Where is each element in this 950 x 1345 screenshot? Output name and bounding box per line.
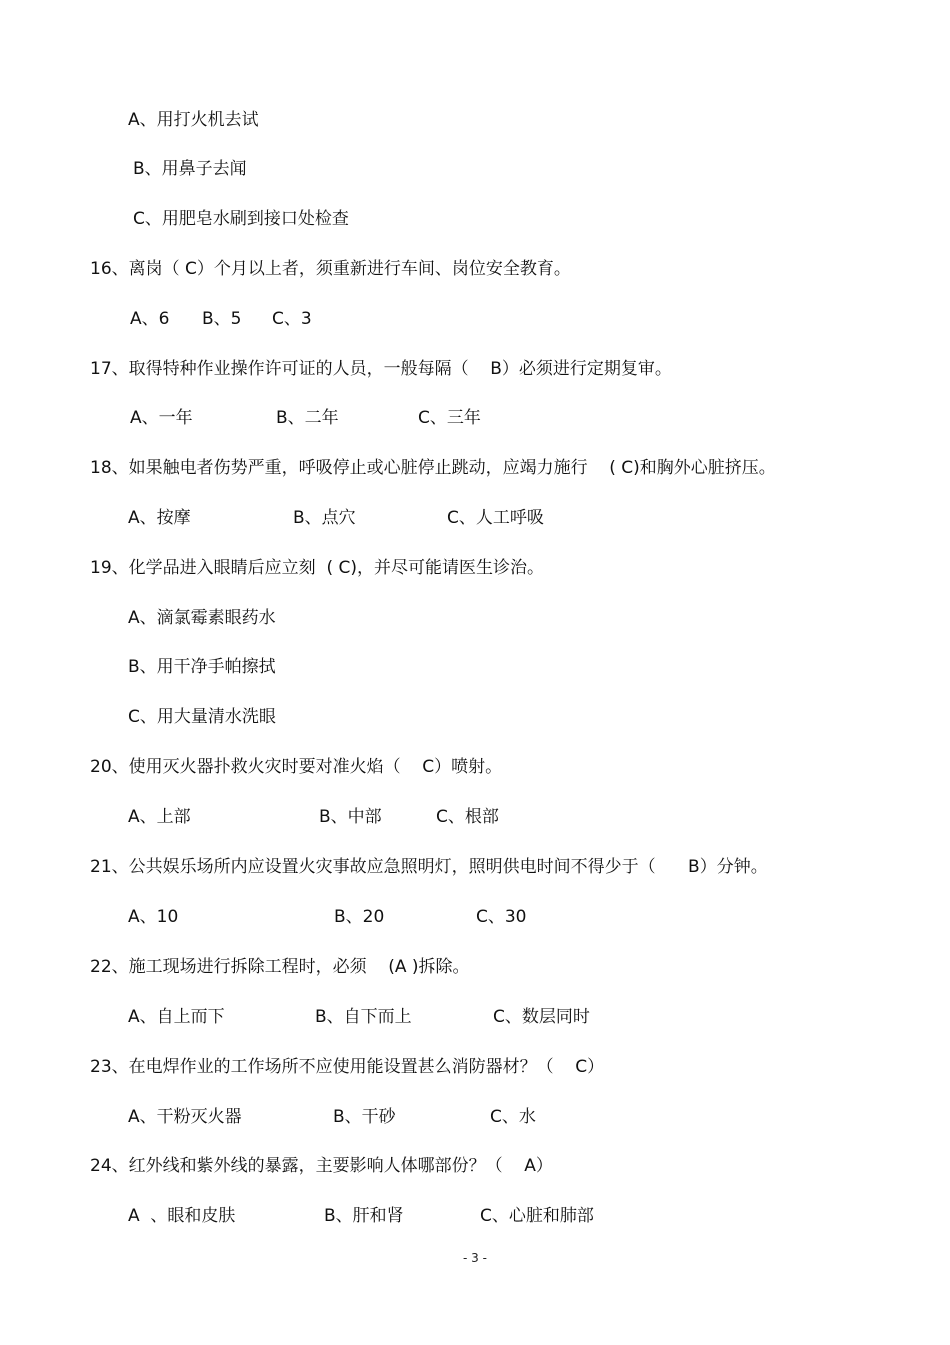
option-15-a: A、用打火机去试 (128, 110, 259, 130)
option-22-b: B、自下而上 (315, 1007, 412, 1027)
option-19-b: B、用干净手帕擦拭 (128, 657, 276, 677)
option-24-c: C、心脏和肺部 (480, 1206, 594, 1226)
option-21-a: A、10 (128, 907, 179, 927)
options-16 (128, 308, 828, 330)
option-23-a: A、干粉灭火器 (128, 1107, 242, 1127)
option-20-a: A、上部 (128, 807, 191, 827)
question-24: 24、红外线和紫外线的暴露，主要影响人体哪部份？（ A） (90, 1156, 553, 1176)
question-19: 19、化学品进入眼睛后应立刻 ( C)，并尽可能请医生诊治。 (90, 558, 544, 578)
option-16-c: C、3 (272, 309, 312, 329)
question-16: 16、离岗（ C）个月以上者，须重新进行车间、岗位安全教育。 (90, 259, 571, 279)
option-18-a: A、按摩 (128, 508, 191, 528)
question-23: 23、在电焊作业的工作场所不应使用能设置甚么消防器材？（ C） (90, 1057, 605, 1077)
option-16-a: A、6 (130, 309, 170, 329)
option-17-a: A、一年 (130, 408, 193, 428)
option-20-c: C、根部 (436, 807, 499, 827)
option-21-c: C、30 (476, 907, 527, 927)
options-20 (128, 806, 828, 828)
option-20-b: B、中部 (319, 807, 382, 827)
option-16-b: B、5 (202, 309, 242, 329)
options-23 (128, 1106, 828, 1128)
option-19-c: C、用大量清水洗眼 (128, 707, 276, 727)
option-18-c: C、人工呼吸 (447, 508, 544, 528)
option-23-b: B、干砂 (333, 1107, 396, 1127)
option-17-b: B、二年 (276, 408, 339, 428)
option-24-a: A 、眼和皮肤 (128, 1206, 236, 1226)
option-18-b: B、点穴 (293, 508, 356, 528)
option-21-b: B、20 (334, 907, 385, 927)
question-17: 17、取得特种作业操作许可证的人员，一般每隔（ B）必须进行定期复审。 (90, 359, 672, 379)
options-22 (128, 1006, 828, 1028)
question-18: 18、如果触电者伤势严重，呼吸停止或心脏停止跳动，应竭力施行 ( C)和胸外心脏挤压。 (90, 458, 776, 478)
options-18 (128, 507, 828, 529)
options-21 (128, 906, 828, 928)
option-22-a: A、自上而下 (128, 1007, 225, 1027)
options-24 (128, 1205, 828, 1227)
option-22-c: C、数层同时 (493, 1007, 590, 1027)
question-20: 20、使用灭火器扑救火灾时要对准火焰（ C）喷射。 (90, 757, 503, 777)
question-22: 22、施工现场进行拆除工程时，必须 (A )拆除。 (90, 957, 470, 977)
option-15-c: C、用肥皂水刷到接口处检查 (133, 209, 349, 229)
option-24-b: B、肝和肾 (324, 1206, 404, 1226)
option-15-b: B、用鼻子去闻 (133, 159, 247, 179)
option-17-c: C、三年 (418, 408, 481, 428)
options-17 (128, 407, 828, 429)
option-23-c: C、水 (490, 1107, 536, 1127)
page-number: - 3 - (463, 1251, 487, 1265)
question-21: 21、公共娱乐场所内应设置火灾事故应急照明灯，照明供电时间不得少于（ B）分钟。 (90, 857, 768, 877)
option-19-a: A、滴氯霉素眼药水 (128, 608, 276, 628)
